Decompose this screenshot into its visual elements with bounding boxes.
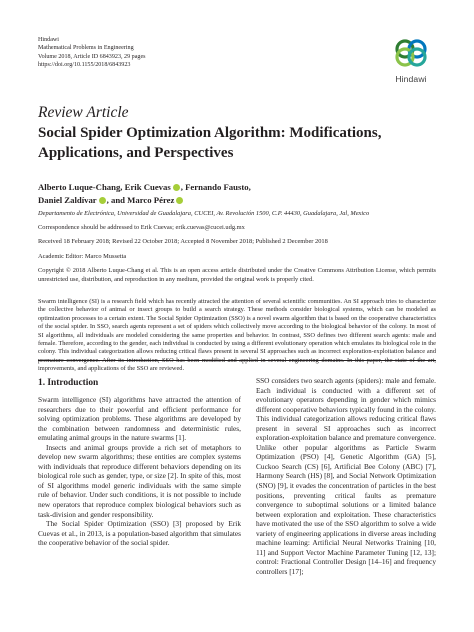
volume-info: Volume 2018, Article ID 6843923, 29 pages <box>38 53 146 60</box>
author-names-2a: Daniel Zaldívar <box>38 194 97 205</box>
journal-header <box>38 36 146 70</box>
author-names-1b: , Fernando Fausto, <box>180 182 251 192</box>
paper-title: Social Spider Optimization Algorithm: Modifications, Applications, and Perspectives <box>38 125 382 161</box>
publisher-name: Hindawi <box>38 37 59 43</box>
correspondence: Correspondence should be addressed to Erik Cuevas; erik.cuevas@cucei.udg.mx <box>38 224 245 231</box>
paragraph: SSO considers two search agents (spiders): male and female. Each individual is conducted with a different set of evolutionary operators depending in gender which mimics different cooperative behaviors typically found in the colony. This individual categorization allows reducing critical flaws present in several SI approaches such as incorrect exploration-exploitation balance and premature convergence. Unlike other popular algorithms as Particle Swarm Optimization (PSO) [4], Genetic Algorithm (GA) [5], Cuckoo Search (CS) [6], Artificial Bee Colony (ABC) [7], Harmony Search (HS) [8], and Social Network Optimization (SNO) [9], it evades the concentration of particles in the best positions, preventing critical faults as premature convergence to suboptimal solutions or a limited balance between exploration and exploitation. These characteristics have motivated the use of the SSO algorithm to solve a wide variety of engineering applications in diverse areas including machine learning: Artificial Neural Networks Training [10, 11] and Support Vector Machine Parameter Tuning [12, 13]; control: Fractional Controller Design [14–16] and frequency controllers [17]; <box>256 376 436 576</box>
paragraph: The Social Spider Optimization (SSO) [3] proposed by Erik Cuevas et al., in 2013, is a population-based algorithm that simulates the cooperative behavior of the social spider. <box>38 519 241 548</box>
article-type: Review Article <box>38 104 129 121</box>
right-column <box>256 376 436 576</box>
hindawi-logo <box>384 38 438 84</box>
divider <box>38 360 436 361</box>
author-names-1a: Alberto Luque-Chang, Erik Cuevas <box>38 182 171 192</box>
publication-dates: Received 18 February 2018; Revised 22 October 2018; Accepted 8 November 2018; Published 2 December 2018 <box>38 238 328 245</box>
abstract: Swarm intelligence (SI) is a research field which has recently attracted the attention of several scientific communities. An SI approach tries to characterize the collective behavior of animal or insect groups to build a search strategy. These methods consider biological systems, which can be modeled as optimization processes to a certain extent. The Social Spider Optimization (SSO) is a novel swarm algorithm that is based on the cooperative characteristics of the social spider. In SSO, search agents represent a set of spiders which collectively move according to the biological behavior of the colony. In most of SI algorithms, all individuals are modeled considering the same properties and behavior. In contrast, SSO defines two different search agents: male and female. Therefore, according to the gender, each individual is conducted by using a different evolutionary operation which emulates its biological role in the colony. This individual categorization allows reducing critical flaws present in several SI approaches such as incorrect exploration-exploitation balance and premature convergence. After its introduction, SSO has been modified and applied in several engineering domains. In this paper, the state of the art, improvements, and applications of the SSO are reviewed. <box>38 298 436 373</box>
orcid-icon[interactable] <box>99 197 106 204</box>
orcid-icon[interactable] <box>176 197 183 204</box>
left-column <box>38 395 241 548</box>
journal-title: Mathematical Problems in Engineering <box>38 45 134 52</box>
author-list <box>38 181 438 206</box>
section-heading: 1. Introduction <box>38 378 99 388</box>
orcid-icon[interactable] <box>173 184 180 191</box>
author-names-2b: , and Marco Pérez <box>106 194 175 205</box>
paragraph: Swarm intelligence (SI) algorithms have attracted the attention of researchers due to their powerful and efficient performance for solving optimization problems. These algorithms are developed by the combination between randomness and deterministic rules, emulating animal groups in the nature swarms [1]. <box>38 395 241 443</box>
doi-link[interactable]: https://doi.org/10.1155/2018/6843923 <box>38 62 131 69</box>
copyright-notice: Copyright © 2018 Alberto Luque-Chang et al. This is an open access article distributed under the Creative Commons Attribution License, which permits unrestricted use, distribution, and reproduction in any medium, provided the original work is properly cited. <box>38 267 436 283</box>
hindawi-logo-text: Hindawi <box>395 74 427 84</box>
hindawi-logo-icon <box>394 38 428 68</box>
academic-editor: Academic Editor: Marco Mussetta <box>38 253 127 260</box>
affiliation: Departamento de Electrónica, Universidad de Guadalajara, CUCEI, Av. Revolución 1500, C.P. 44430, Guadalajara, Jal, Mexico <box>38 210 370 217</box>
paragraph: Insects and animal groups provide a rich set of metaphors to develop new swarm algorithms; these entities are complex systems with individuals that reproduce different behaviors depending on its biological role such as gender, type, or size [2]. In spite of this, most of SI algorithms model generic individuals with the same simple rule of behavior. Under such conditions, it is not possible to include new operators that reproduce complex biological behaviors such as task-division and gender responsibility. <box>38 442 241 519</box>
